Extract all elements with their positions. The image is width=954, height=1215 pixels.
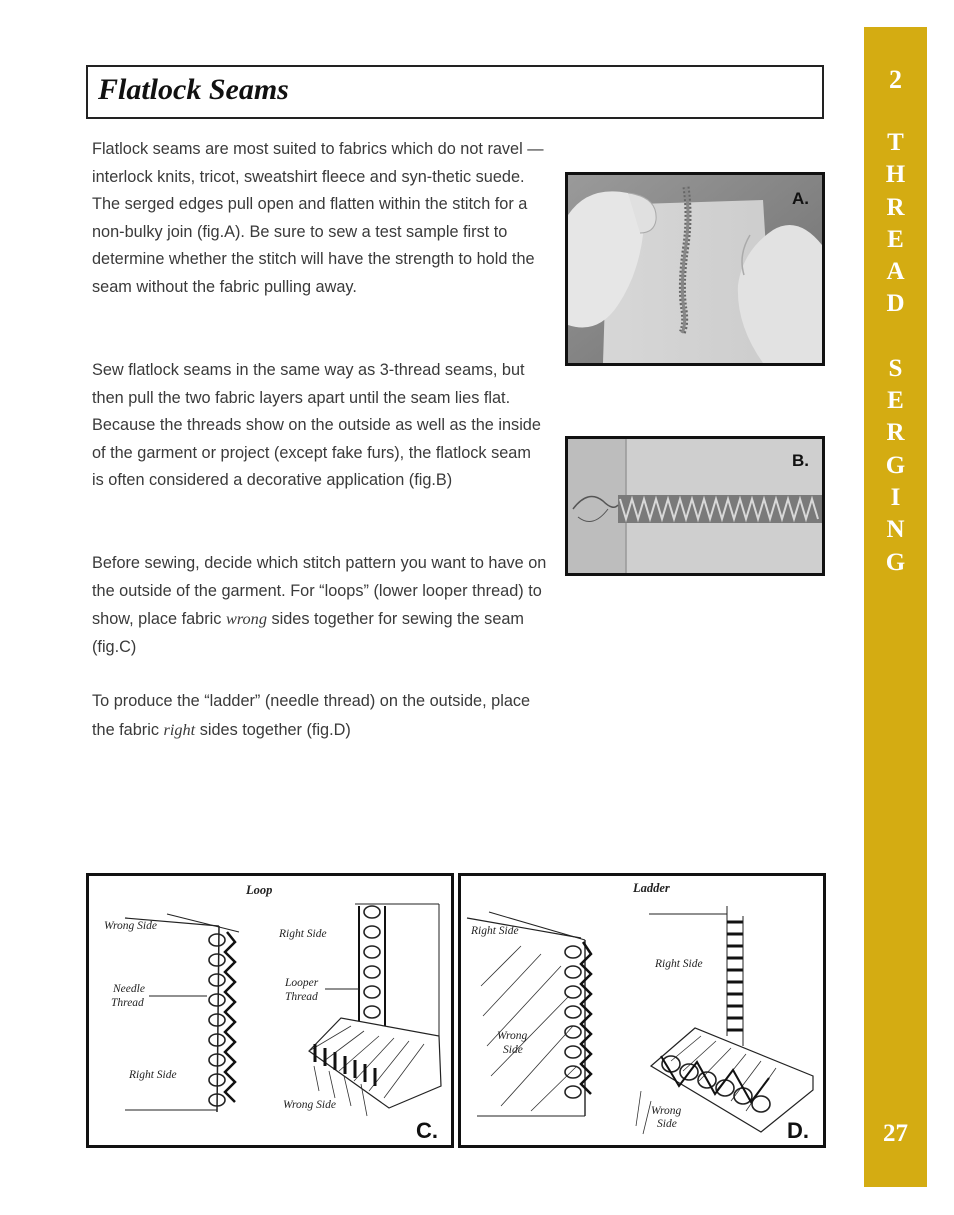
chapter-letter: G [885,451,906,479]
chapter-letter: E [887,225,904,253]
chapter-letter: E [887,387,904,415]
label-side-bottom: Side [657,1118,677,1130]
chapter-letter: G [885,548,906,576]
chapter-letter: T [887,129,904,156]
figure-label-d: D. [787,1118,809,1143]
paragraph-text: sides together for sewing the seam (fig.C) [92,610,524,656]
section-title-box [86,65,824,119]
page-number: 27 [883,1120,908,1147]
chapter-letter: A [886,258,905,286]
label-right-side-left: Right Side [471,925,519,937]
diagram-loop-stitch [89,876,451,1145]
figure-label-a: A. [792,189,809,208]
label-wrong: Wrong [497,1030,528,1042]
emphasis-right: right [163,719,196,739]
chapter-letter: R [886,193,905,221]
chapter-letter: R [886,419,905,447]
chapter-tab [864,27,927,1187]
diagram-d-title: Ladder [633,881,670,895]
label-wrong-side-bottom: Wrong Side [283,1099,336,1111]
photo-fig-a [565,172,825,366]
label-wrong-bottom: Wrong [651,1105,682,1117]
paragraph-intro: Flatlock seams are most suited to fabrics which do not ravel — interlock knits, tricot, sweatshirt fleece and syn-thetic suede. The serged edges pull open and flatten within the stitch for a non-bulky join (fig.A). Be sure to sew a test sample first to determine whether the stitch will have the strength to hold the seam without the fabric pulling away. [92,140,544,296]
diagram-fig-d [458,873,826,1148]
chapter-number: 2 [889,65,902,94]
chapter-title-vertical [864,127,927,579]
chapter-letter: H [885,161,906,189]
diagram-fig-c [86,873,454,1148]
paragraph-text: Before sewing, decide which stitch pattern you want to have on the outside of the garment. For “loops” (lower looper thread) to show, place fabric [92,554,547,629]
label-wrong-side: Wrong Side [104,920,157,932]
photo-flatlock-stitch-closeup [568,439,822,573]
figure-label-b: B. [792,451,809,470]
section-title: Flatlock Seams [98,73,289,106]
chapter-letter: I [890,483,901,511]
chapter-letter: S [888,354,903,382]
paragraph-sewing: Sew flatlock seams in the same way as 3-thread seams, but then pull the two fabric layers apart until the seam lies flat. Because the threads show on the outside as well as the inside of the garment or project (except fake furs), the flatlock seam is often considered a decorative application (fig.B) [92,361,541,490]
label-right-side-right: Right Side [655,958,703,970]
emphasis-wrong: wrong [225,609,267,629]
label-looper-thread: Thread [285,991,318,1003]
label-right-side: Right Side [129,1069,177,1081]
photo-hands-stretching-seam [568,175,822,363]
label-needle: Needle [113,983,145,995]
photo-fig-b [565,436,825,576]
diagram-c-title: Loop [246,883,273,897]
diagram-ladder-stitch [461,876,823,1145]
chapter-letter: N [886,516,905,544]
label-right-side-top: Right Side [279,928,327,940]
figure-label-c: C. [416,1118,438,1143]
chapter-letter: D [886,290,905,318]
label-side: Side [503,1044,523,1056]
label-looper: Looper [285,977,319,989]
paragraph-ladder [92,688,547,744]
paragraph-text: To produce the “ladder” (needle thread) on the outside, place the fabric [92,692,531,739]
paragraph-text: sides together (fig.D) [195,720,351,739]
paragraph-loops [92,550,547,661]
label-thread: Thread [111,997,144,1009]
